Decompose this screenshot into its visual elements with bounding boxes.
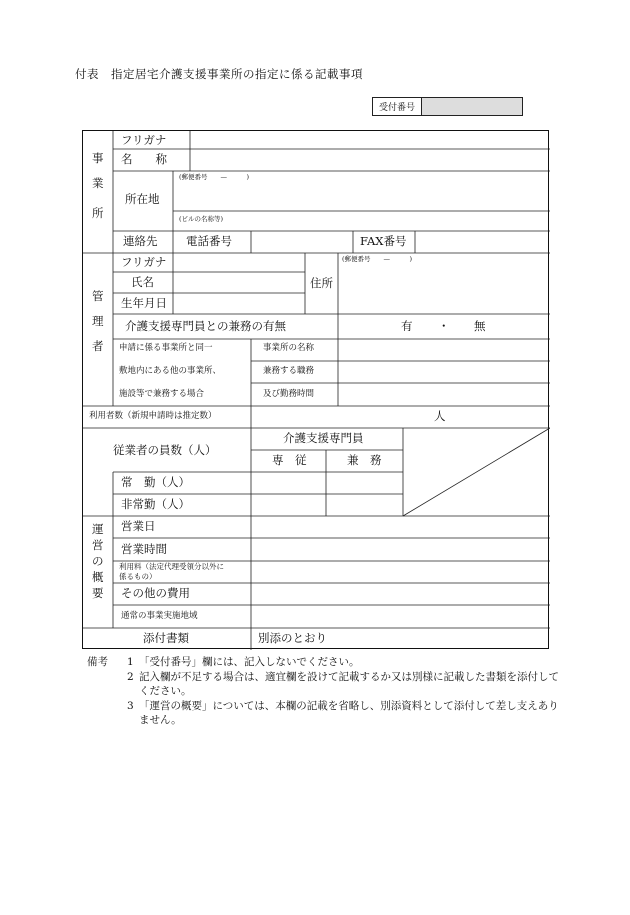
fulltime-header: 専 従 <box>272 453 307 467</box>
unei-side-label: 運 営 の 概 要 <box>92 522 104 600</box>
other-office-note-1: 申請に係る事業所と同一 <box>119 343 213 353</box>
jigyosho-contact-label: 連絡先 <box>123 234 158 248</box>
regular-staff-label: 常 勤（人） <box>121 475 190 489</box>
staff-count-label: 従業者の員数（人） <box>113 443 217 457</box>
kenmu-yes-option[interactable]: 有 <box>401 319 413 333</box>
nonregular-staff-label: 非常勤（人） <box>121 497 190 511</box>
user-count-label: 利用者数（新規申請時は推定数） <box>89 411 217 421</box>
form-title: 付表 指定居宅介護支援事業所の指定に係る記載事項 <box>75 67 363 81</box>
attachment-value: 別添のとおり <box>258 631 327 645</box>
fee-label-2: 係るもの） <box>119 572 157 581</box>
remarks-heading: 備考 <box>87 656 108 668</box>
remark-number: 2 <box>127 670 134 683</box>
remark-text: 記入欄が不足する場合は、適宜欄を設けて記載するか又は別様に記載した書類を添付してください。 <box>139 670 559 697</box>
kenmu-no-option[interactable]: 無 <box>474 319 486 333</box>
concurrent-header: 兼 務 <box>347 453 382 467</box>
jigyosho-address-label: 所在地 <box>125 192 160 206</box>
kanrisha-furigana-label: フリガナ <box>121 255 167 269</box>
jigyosho-postal-label: (郵便番号 — ) <box>179 173 250 181</box>
remarks <box>87 655 559 728</box>
kanrisha-name-label: 氏名 <box>131 275 154 289</box>
remark-number: 1 <box>127 656 134 668</box>
other-fee-label: その他の費用 <box>121 586 190 600</box>
kenmu-question-label: 介護支援専門員との兼務の有無 <box>125 319 286 333</box>
other-office-note-2: 敷地内にある他の事業所、 <box>119 366 222 376</box>
other-office-duty-label: 兼務する職務 <box>263 366 315 376</box>
receipt-number-label: 受付番号 <box>373 98 422 116</box>
other-office-name-label: 事業所の名称 <box>263 343 315 353</box>
application-form <box>82 130 549 649</box>
remark-number: 3 <box>127 699 134 712</box>
kanrisha-postal-label: (郵便番号 — ) <box>342 255 413 263</box>
jigyosho-fax-label: FAX番号 <box>360 234 407 248</box>
kanrisha-birth-label: 生年月日 <box>121 296 167 310</box>
other-office-hours-label: 及び勤務時間 <box>263 389 315 399</box>
business-hours-label: 営業時間 <box>121 542 167 556</box>
business-days-label: 営業日 <box>121 519 156 533</box>
kanrisha-side-label: 管 理 者 <box>92 289 104 353</box>
jigyosho-building-label: (ビルの名称等) <box>179 215 224 223</box>
jigyosho-side-label: 事 業 所 <box>92 151 104 220</box>
kanrisha-address-label: 住所 <box>310 276 333 290</box>
user-count-unit: 人 <box>434 409 446 423</box>
receipt-number-box <box>372 97 523 116</box>
kenmu-separator: ・ <box>438 319 450 333</box>
jigyosho-furigana-label: フリガナ <box>121 133 167 147</box>
fee-label-1: 利用料（法定代理受領分以外に <box>119 562 224 571</box>
remark-text: 「受付番号」欄には、記入しないでください。 <box>139 656 360 668</box>
care-manager-header: 介護支援専門員 <box>283 431 364 445</box>
service-area-label: 通常の事業実施地域 <box>121 611 198 621</box>
other-office-note-3: 施設等で兼務する場合 <box>119 389 205 399</box>
remark-text: 「運営の概要」については、本欄の記載を省略し、別添資料として添付して差し支えありません。 <box>139 699 559 726</box>
receipt-number-field[interactable] <box>422 98 523 116</box>
jigyosho-name-label: 名 称 <box>121 152 167 166</box>
jigyosho-phone-label: 電話番号 <box>186 234 232 248</box>
attachment-label: 添付書類 <box>143 631 189 645</box>
